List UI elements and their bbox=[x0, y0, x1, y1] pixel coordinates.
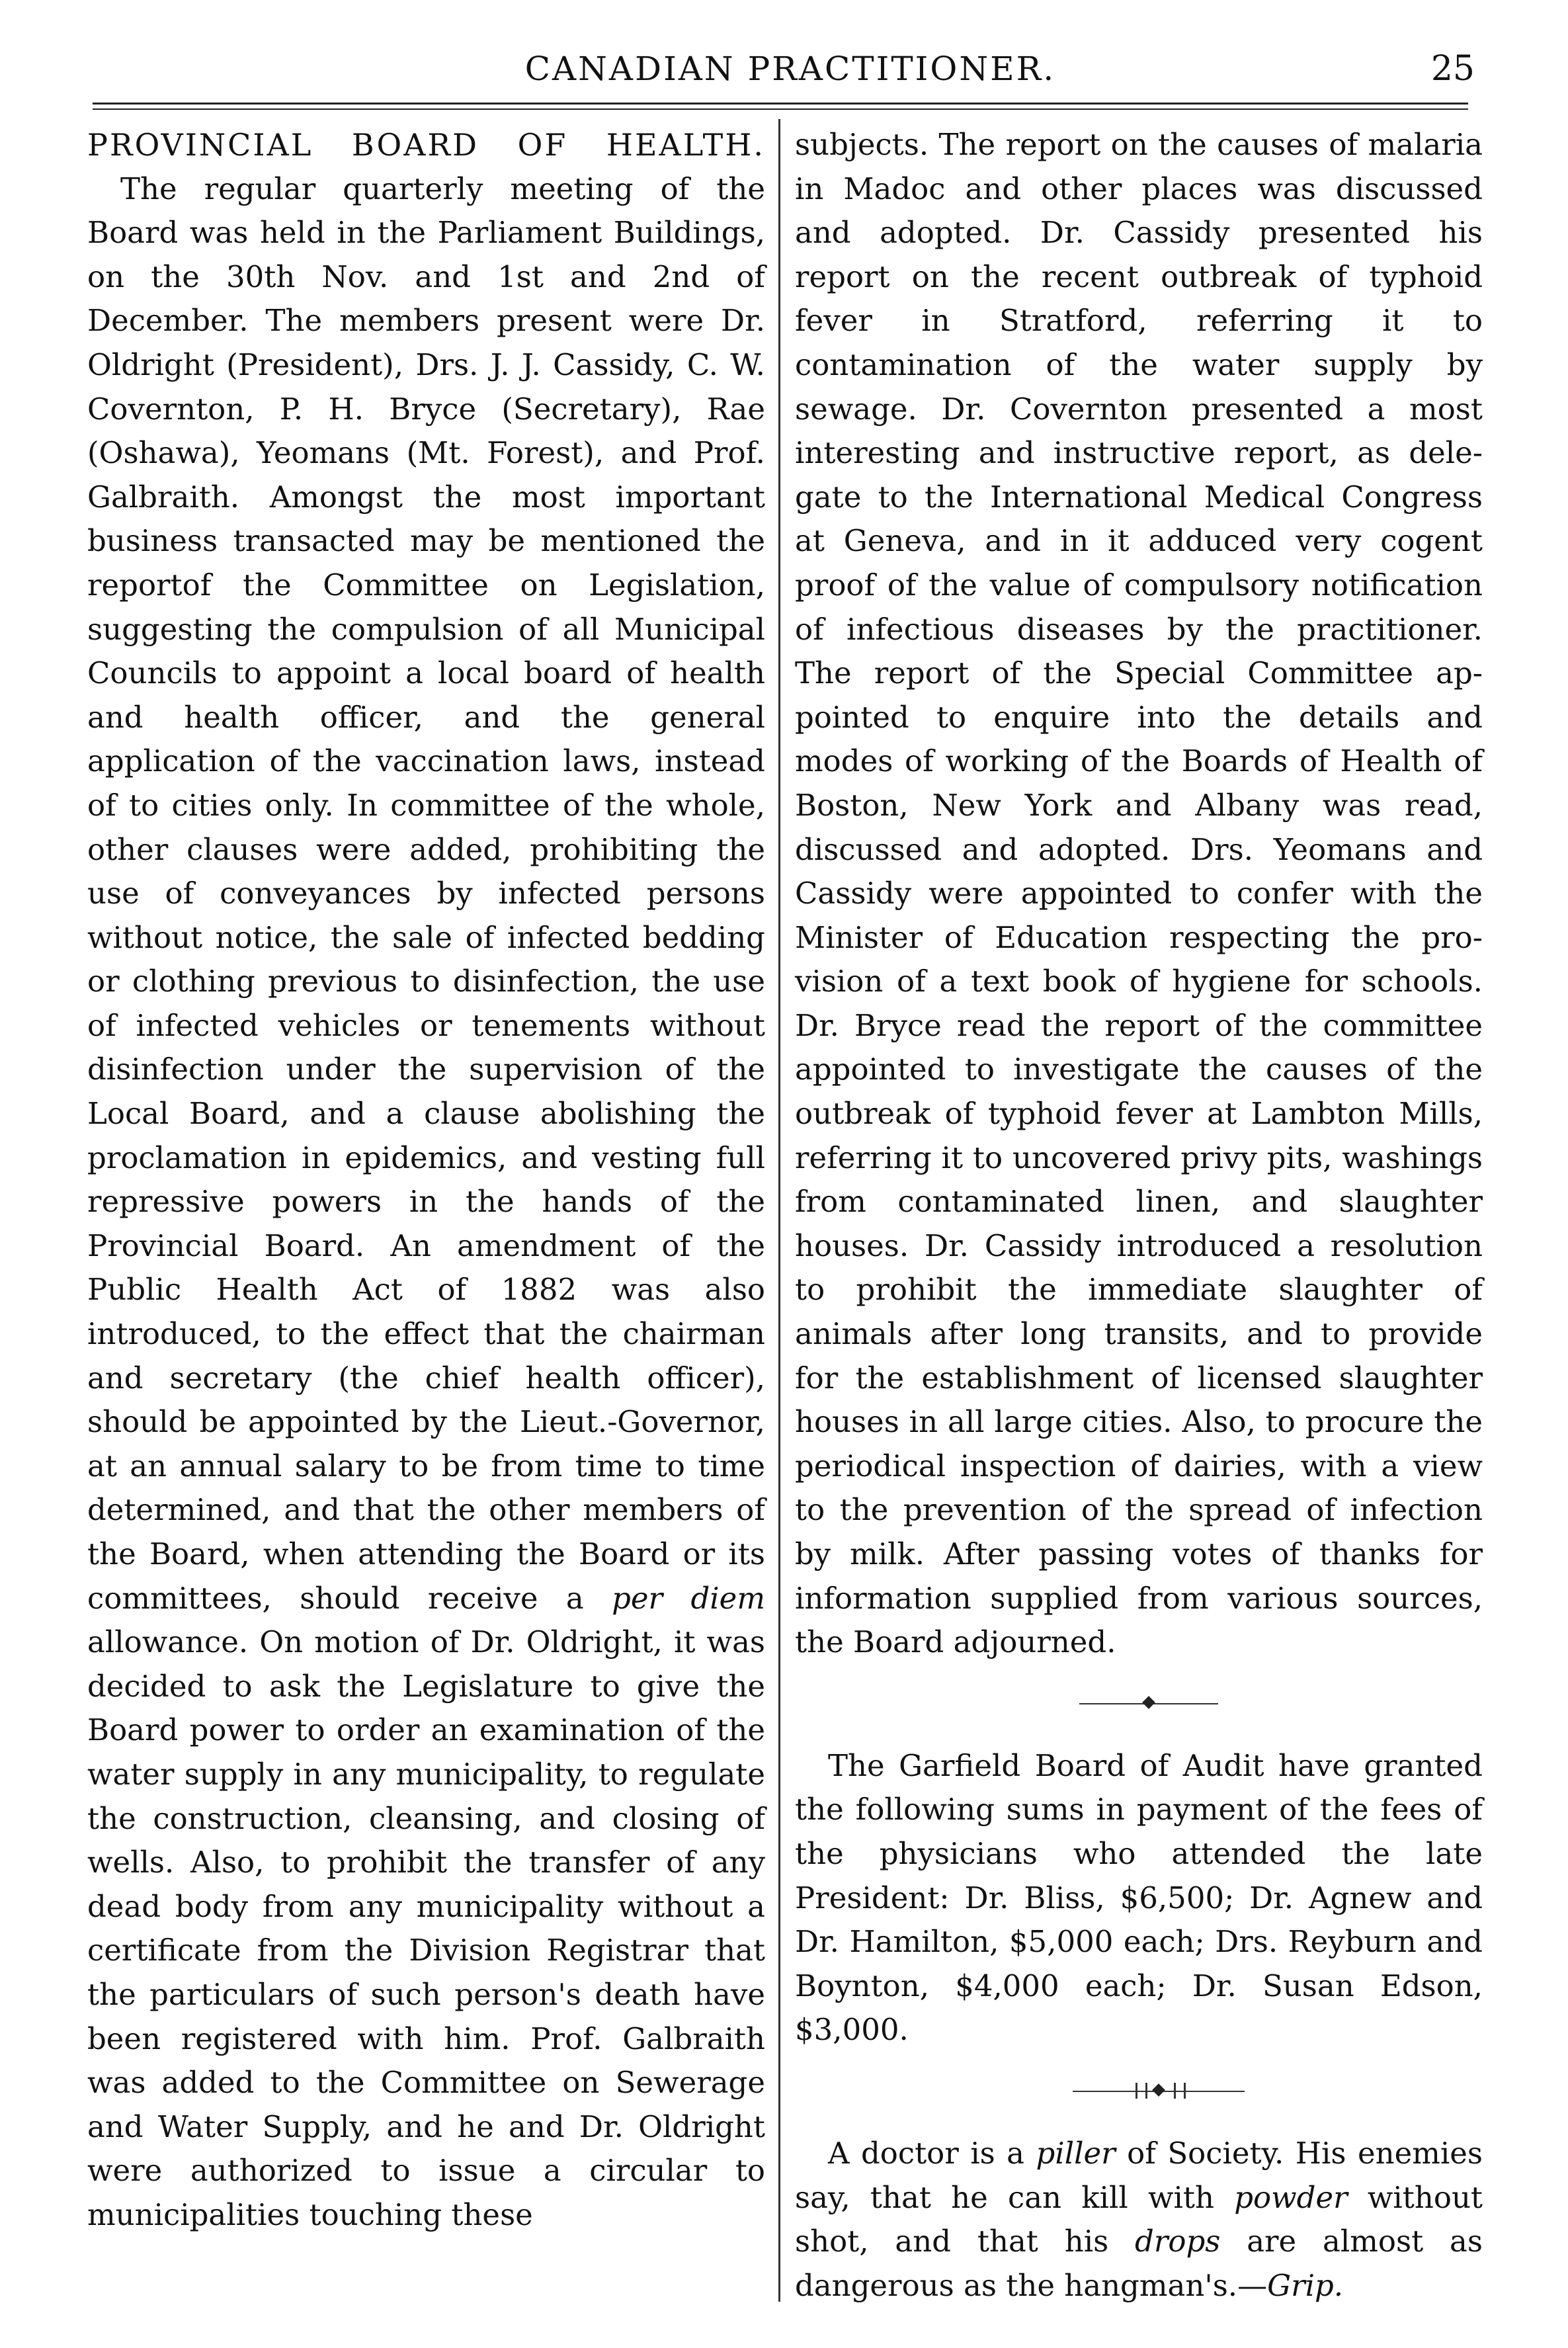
audit-paragraph: The Garfield Board of Audit have granted the following sums in payment of the fees of the physicians who attended the late President: Dr. Bliss, $6,500; Dr. Agnew and Dr. Hamilton, $5,000 each; Drs. Reyburn and Boynton, $4,000 each; Dr. Susan Edson, $3,000. bbox=[795, 1747, 1483, 2048]
separator-ornament bbox=[1142, 1696, 1155, 1709]
paragraph-text: are almost as dangerous as the hangman's.— bbox=[795, 2224, 1483, 2303]
article-heading: PROVINCIAL BOARD OF HEALTH. bbox=[87, 127, 765, 163]
paragraph-text: The regular quarterly meeting of the Board was held in the Parliament Buildings, on the 30th Nov. and 1st and 2nd of December. The members present were Dr. Oldright (President), Drs. J. J. Cassidy, C. W. Covernton, P. H. Bryce (Secretary), Rae (Oshawa), Yeomans (Mt. Forest), and Prof. Galbraith. Amongst the most important business transacted may be mentioned the reportof the Committee on Legislation, suggesting the compulsion of all Municipal Councils to appoint a local board of health and health officer, and the general application of the vaccination laws, instead of to cities only. In committee of the whole, other clauses were added, prohibiting the use of conveyances by infected persons without notice, the sale of infected bedding or clothing previous to disinfection, the use of infected vehicles or tenements without disinfection under the supervision of the Local Board, and a clause abolishing the proclamation in epidemics, and vesting full repressive powers in the hands of the Provincial Board. An amendment of the Public Health Act of 1882 was also introduced, to the effect that the chairman and secretary (the chief health officer), should be appointed by the Lieut.-Governor, at an annual salary to be from time to time determined, and that the other members of the Board, when attending the Board or its committees, should receive a bbox=[87, 171, 765, 1616]
paragraph-text: of Society. His enemies say, that he can kill with bbox=[795, 2135, 1483, 2215]
header-rule bbox=[93, 103, 1468, 105]
page-number: 25 bbox=[1430, 49, 1475, 89]
separator-ornament bbox=[1152, 2083, 1165, 2097]
left-column bbox=[87, 123, 765, 2238]
italic-phrase: per diem bbox=[612, 1580, 765, 1616]
separator-tick bbox=[1174, 2083, 1176, 2099]
page-header bbox=[86, 42, 1495, 95]
separator-tick bbox=[1145, 2083, 1147, 2099]
paragraph-text: without shot, and that his bbox=[795, 2179, 1483, 2259]
separator-tick bbox=[1184, 2083, 1186, 2099]
running-title: CANADIAN PRACTITIONER. bbox=[524, 50, 1056, 88]
section-separator bbox=[795, 2052, 1483, 2132]
source-citation: Grip. bbox=[1267, 2267, 1344, 2303]
paragraph-text: A doctor is a bbox=[828, 2135, 1025, 2171]
italic-word: drops bbox=[1135, 2224, 1221, 2259]
right-column bbox=[795, 123, 1483, 2308]
article-paragraph bbox=[87, 167, 765, 2238]
italic-word: powder bbox=[1234, 2179, 1348, 2215]
section-separator bbox=[795, 1665, 1483, 1744]
italic-word: piller bbox=[1036, 2135, 1116, 2171]
anecdote-paragraph bbox=[795, 2132, 1483, 2308]
separator-tick bbox=[1135, 2083, 1137, 2099]
column-divider bbox=[778, 119, 780, 2302]
article-continuation: subjects. The report on the causes of malaria in Madoc and other places was discussed and adopted. Dr. Cassidy presented his report on the recent outbreak of typhoid fever in Stratford, referring it to contamination of the water supply by sewage. Dr. Covernton presented a most interesting and instructive report, as delegate to the International Medical Congress at Geneva, and in it adduced very cogent proof of the value of compulsory notification of infectious diseases by the practitioner. The report of the Special Committee appointed to enquire into the details and modes of working of the Boards of Health of Boston, New York and Albany was read, discussed and adopted. Drs. Yeomans and Cassidy were appointed to confer with the Minister of Education respecting the provision of a text book of hygiene for schools. Dr. Bryce read the report of the committee appointed to investigate the causes of the outbreak of typhoid fever at Lambton Mills, referring it to uncovered privy pits, washings from contaminated linen, and slaughter houses. Dr. Cassidy introduced a resolution to prohibit the immediate slaughter of animals after long transits, and to provide for the establishment of licensed slaughter houses in all large cities. Also, to procure the periodical inspection of dairies, with a view to the prevention of the spread of infection by milk. After passing votes of thanks for information supplied from various sources, the Board adjourned. bbox=[795, 127, 1483, 1660]
header-rule-thin bbox=[93, 108, 1468, 110]
paragraph-text: allowance. On motion of Dr. Oldright, it was decided to ask the Legislature to give the Board power to order an examination of the water supply in any municipality, to regulate the construction, cleansing, and closing of wells. Also, to prohibit the transfer of any dead body from any municipality without a certificate from the Division Registrar that the particulars of such person's death have been registered with him. Prof. Galbraith was added to the Committee on Sewerage and Water Supply, and he and Dr. Oldright were authorized to issue a circular to municipalities touching these bbox=[87, 1624, 765, 2232]
